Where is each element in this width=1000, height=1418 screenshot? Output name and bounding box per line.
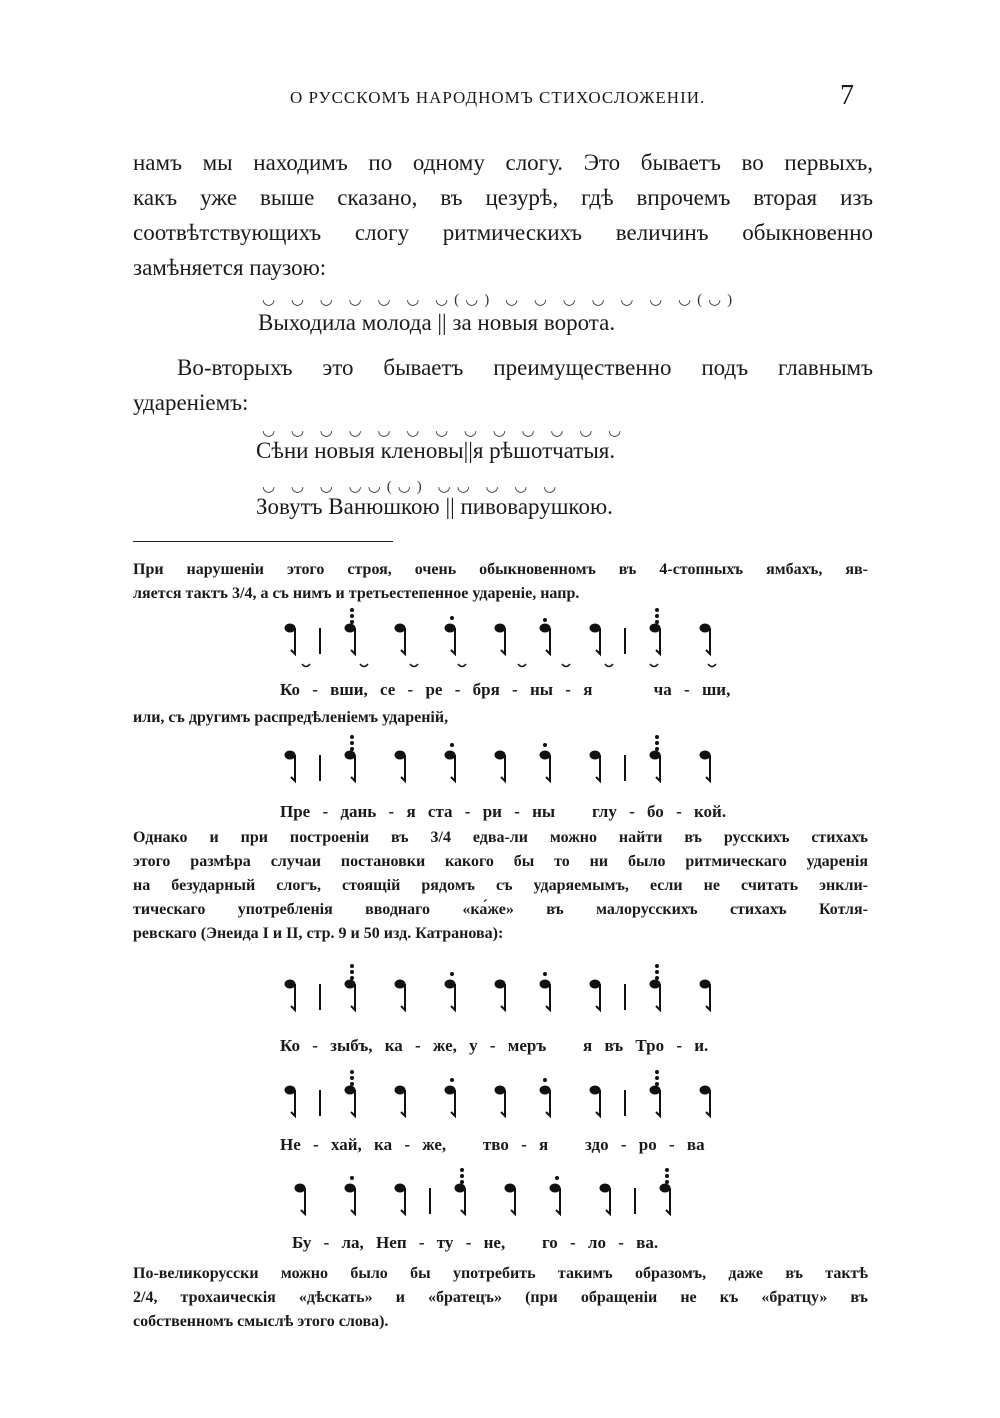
connector-text: [133, 706, 868, 730]
footnote-line: По-великорусски можно было бы употребить такимъ образомъ, даже въ тактѣ: [133, 1265, 868, 1282]
footnote-line: ревскаго (Энеида I и II, стр. 9 и 50 изд. Катранова):: [133, 925, 504, 942]
syllable: Ко: [280, 680, 300, 699]
verse-1-meter-marks: ◡ ◡ ◡ ◡ ◡ ◡ ◡(◡) ◡ ◡ ◡ ◡ ◡ ◡ ◡(◡): [262, 292, 739, 308]
syllable: ла,: [341, 1233, 364, 1252]
verse-3-meter-marks: ◡ ◡ ◡ ◡◡(◡) ◡◡ ◡ ◡ ◡: [262, 479, 563, 495]
syllable: ло: [587, 1233, 606, 1252]
syllable: -: [570, 1233, 576, 1252]
example-5-notation: [290, 1166, 690, 1232]
syllable: -: [322, 802, 329, 821]
syllable: -: [407, 680, 414, 699]
page-number: 7: [840, 80, 854, 111]
running-title: О РУССКОМЪ НАРОДНОМЪ СТИХОСЛОЖЕНІИ.: [290, 88, 706, 107]
syllable: -: [312, 1036, 318, 1055]
syllable: ва: [686, 1135, 705, 1154]
paragraph-1: [133, 145, 873, 285]
syllable: -: [454, 680, 461, 699]
footnote-line: собственномъ смыслѣ этого слова).: [133, 1313, 389, 1330]
footnote-line: на безударный слогъ, стоящій рядомъ съ ударяемымъ, если не считать энкли-: [133, 877, 868, 894]
syllable: -: [521, 1135, 527, 1154]
syllable: ши,: [701, 680, 731, 699]
syllable: же,: [422, 1135, 447, 1154]
example-1-notation: [280, 608, 720, 678]
syllable: и.: [694, 1036, 709, 1055]
syllable: -: [668, 1135, 675, 1154]
syllable: ны: [532, 802, 556, 821]
syllable: -: [618, 1233, 624, 1252]
syllable: -: [313, 1135, 319, 1154]
footnote-line: ляется тактъ 3/4, а съ нимъ и третьестепенное удареніе, напр.: [133, 585, 580, 602]
footnote-line: этого размѣра случаи постановки какого бы то ни было ритмическаго ударенія: [133, 853, 868, 870]
example-2-syllables: [280, 802, 726, 822]
syllable: Неп: [376, 1233, 407, 1252]
syllable: -: [465, 1233, 472, 1252]
syllable: ста: [427, 802, 453, 821]
footnote-rule: [133, 541, 393, 542]
syllable: бо: [647, 802, 664, 821]
verse-3: Зовутъ Ванюшкою || пивоварушкою.: [256, 494, 613, 519]
footnote-3: [133, 1262, 868, 1334]
syllable: ту: [436, 1233, 454, 1252]
syllable: Ко: [280, 1036, 300, 1055]
syllable: ны: [529, 680, 554, 699]
example-1-syllables: [280, 680, 730, 700]
syllable: бря: [472, 680, 500, 699]
footnote-line: тическаго употребленія вводнаго «ка́же» въ малорусскихъ стихахъ Котля-: [133, 901, 868, 918]
example-4-notation: [280, 1068, 720, 1134]
syllable: -: [676, 802, 682, 821]
syllable: не,: [483, 1233, 506, 1252]
syllable: Не: [280, 1135, 301, 1154]
syllable: здо: [584, 1135, 609, 1154]
footnote-2: [133, 826, 868, 946]
example-2-notation: [280, 733, 720, 803]
example-3-notation: [280, 962, 720, 1032]
syllable: -: [464, 802, 471, 821]
syllable: -: [323, 1233, 330, 1252]
paragraph-line: замѣняется паузою:: [133, 255, 327, 280]
syllable: Бу: [292, 1233, 312, 1252]
syllable: вши,: [330, 680, 368, 699]
syllable: дань: [340, 802, 377, 821]
syllable: ка: [384, 1036, 403, 1055]
syllable: меръ: [507, 1036, 547, 1055]
syllable: ка: [374, 1135, 393, 1154]
syllable: -: [676, 1036, 682, 1055]
syllable: ре: [425, 680, 443, 699]
syllable: -: [620, 1135, 627, 1154]
paragraph-2: [133, 350, 873, 420]
syllable: я: [539, 1135, 549, 1154]
syllable: въ: [604, 1036, 624, 1055]
syllable: -: [684, 680, 690, 699]
syllable: ри: [482, 802, 502, 821]
example-3-syllables: [280, 1036, 708, 1056]
syllable: -: [514, 802, 520, 821]
paragraph-line: удареніемъ:: [133, 390, 249, 415]
example-4-syllables: [280, 1135, 705, 1155]
syllable: ва.: [636, 1233, 659, 1252]
syllable: го: [541, 1233, 558, 1252]
syllable: Тро: [635, 1036, 665, 1055]
syllable: ро: [638, 1135, 657, 1154]
note-icon-row: [285, 609, 710, 655]
syllable: -: [312, 680, 318, 699]
syllable: Пре: [280, 802, 311, 821]
paragraph-line: намъ мы находимъ по одному слогу. Это бываетъ во первыхъ,: [133, 150, 873, 175]
footnote-line: 2/4, трохаическія «дѣскать» и «братецъ» (при обращеніи не къ «братцу» въ: [133, 1289, 868, 1306]
paragraph-line: соотвѣтствующихъ слогу ритмическихъ величинъ обыкновенно: [133, 220, 873, 245]
syllable: глу: [591, 802, 617, 821]
footnote-1: [133, 558, 868, 606]
connector-line: или, съ другимъ распредѣленіемъ ударенiй,: [133, 709, 449, 726]
syllable: зыбъ,: [330, 1036, 373, 1055]
syllable: я: [406, 802, 416, 821]
syllable: -: [489, 1036, 496, 1055]
syllable: хай,: [330, 1135, 362, 1154]
syllable: -: [512, 680, 518, 699]
syllable: же,: [432, 1036, 457, 1055]
syllable: кой.: [693, 802, 727, 821]
verse-2: Сѣни новыя кленовы||я рѣшотчатыя.: [256, 438, 616, 463]
syllable: у: [469, 1036, 478, 1055]
paragraph-line: Во-вторыхъ это бываетъ преимущественно подъ главнымъ: [177, 355, 873, 380]
syllable: -: [415, 1036, 421, 1055]
syllable: -: [418, 1233, 425, 1252]
footnote-line: Однако и при построеніи въ 3/4 едва-ли можно найти въ русскихъ стихахъ: [133, 829, 868, 846]
syllable: ча: [653, 680, 672, 699]
syllable: я: [583, 680, 593, 699]
verse-2-meter-marks: ◡ ◡ ◡ ◡ ◡ ◡ ◡ ◡ ◡ ◡ ◡ ◡ ◡: [262, 423, 628, 439]
syllable: -: [404, 1135, 410, 1154]
syllable: -: [388, 802, 395, 821]
syllable: я: [583, 1036, 593, 1055]
verse-1: Выходила молода || за новыя ворота.: [258, 310, 616, 335]
example-5-syllables: [292, 1233, 658, 1253]
paragraph-line: какъ уже выше сказано, въ цезурѣ, гдѣ впрочемъ вторая изъ: [133, 185, 873, 210]
syllable: тво: [482, 1135, 509, 1154]
footnote-line: При нарушеніи этого строя, очень обыкновенномъ въ 4-стопныхъ ямбахъ, яв-: [133, 561, 868, 578]
syllable: -: [629, 802, 635, 821]
syllable: -: [565, 680, 571, 699]
syllable: се: [379, 680, 396, 699]
